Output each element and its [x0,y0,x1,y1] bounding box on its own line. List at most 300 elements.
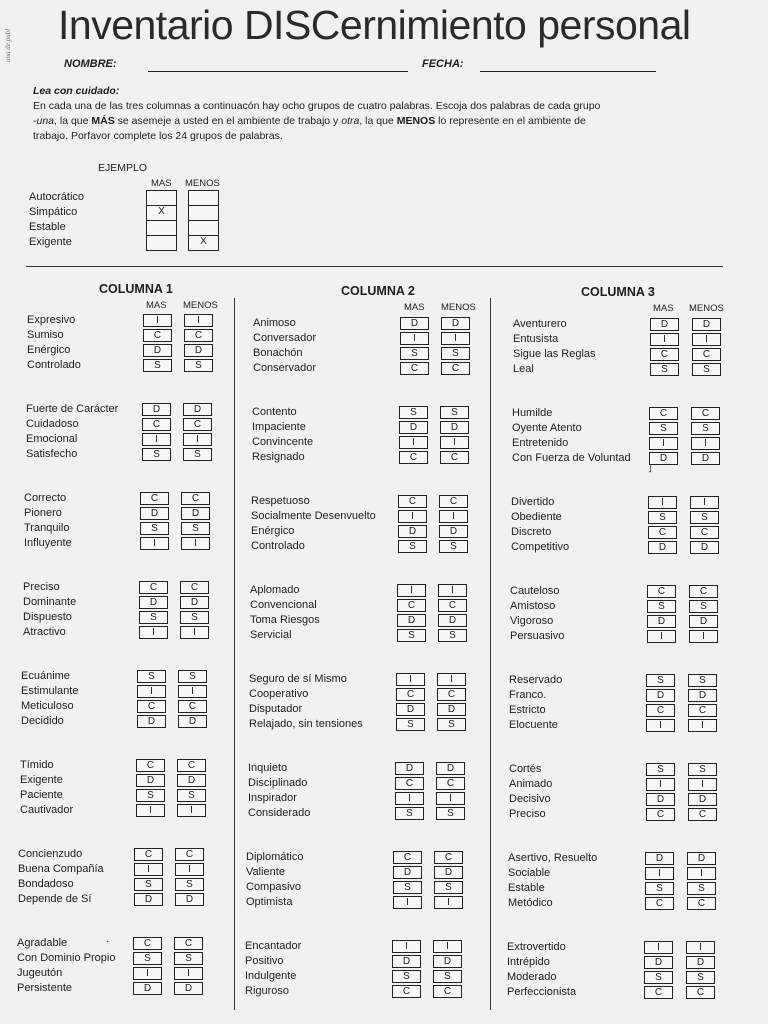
mas-choice-box[interactable]: D [142,403,171,416]
group-word: Cuidadoso [26,418,79,430]
menos-choice-box[interactable]: S [433,970,462,983]
menos-choice-box[interactable]: S [687,882,716,895]
mas-choice-box[interactable]: I [645,867,674,880]
group-word: Seguro de sí Mismo [249,673,347,685]
menos-choice-box[interactable]: I [184,314,213,327]
example-word: Estable [29,221,66,233]
menos-choice-box[interactable]: C [180,581,209,594]
menos-choice-box[interactable]: D [691,452,720,465]
mas-choice-box[interactable]: S [137,670,166,683]
column-title: COLUMNA 3 [581,285,655,299]
group-word: Enérgico [251,525,295,537]
group-word: Amistoso [510,600,556,612]
group-word: Optimista [246,896,293,908]
group-word: Pionero [24,507,62,519]
menos-choice-box[interactable]: D [689,615,718,628]
mas-choice-box[interactable]: C [134,848,163,861]
menos-choice-box[interactable]: S [689,600,718,613]
group-word: Encantador [245,940,302,952]
page-title: Inventario DISCernimiento personal [58,2,691,48]
menos-choice-box[interactable]: D [436,762,465,775]
menos-choice-box[interactable]: C [689,585,718,598]
mas-choice-box[interactable]: D [650,318,679,331]
mas-choice-box[interactable]: I [143,314,172,327]
menos-choice-box[interactable]: D [440,421,469,434]
menos-choice-box[interactable]: S [184,359,213,372]
group-word: Indulgente [245,970,297,982]
mas-choice-box[interactable]: C [649,407,678,420]
menos-choice-box[interactable]: S [439,540,468,553]
group-word: Franco. [509,689,547,701]
mas-choice-box[interactable]: D [140,507,169,520]
group-word: Depende de Sí [18,893,92,905]
menos-choice-box[interactable]: D [434,866,463,879]
menos-choice-box[interactable]: I [178,685,207,698]
group-word: Decidido [21,715,64,727]
mas-choice-box[interactable]: I [646,719,675,732]
column-divider-2 [490,298,491,1010]
menos-choice-box[interactable]: C [438,599,467,612]
mas-header: MAS [404,302,425,313]
mas-choice-box[interactable]: C [644,986,673,999]
menos-choice-box[interactable]: D [692,318,721,331]
menos-choice-box[interactable]: C [433,985,462,998]
group-word: Intrépido [507,956,550,968]
menos-choice-box[interactable]: S [175,878,204,891]
mas-choice-box[interactable]: I [133,967,162,980]
mas-choice-box[interactable]: S [648,511,677,524]
menos-choice-box[interactable]: C [184,329,213,342]
menos-header: MENOS [183,300,218,311]
mas-choice-box[interactable]: S [645,882,674,895]
mas-choice-box[interactable]: D [143,344,172,357]
mas-choice-box[interactable]: C [646,808,675,821]
menos-choice-box[interactable]: C [440,451,469,464]
menos-choice-box[interactable]: D [441,317,470,330]
menos-choice-box[interactable]: I [440,436,469,449]
menos-choice-box[interactable]: D [183,403,212,416]
menos-choice-box[interactable]: C [183,418,212,431]
menos-choice-box[interactable]: I [177,804,206,817]
mas-choice-box[interactable]: I [136,804,165,817]
mas-choice-box[interactable]: I [395,792,424,805]
menos-choice-box[interactable]: I [433,940,462,953]
mas-choice-box[interactable]: D [137,715,166,728]
menos-choice-box[interactable]: I [174,967,203,980]
menos-choice-box[interactable]: I [687,867,716,880]
group-word: Enérgico [27,344,71,356]
menos-choice-box[interactable]: I [688,719,717,732]
group-word: Contento [252,406,297,418]
group-word: Satisfecho [26,448,78,460]
mas-choice-box[interactable]: S [397,629,426,642]
mas-choice-box[interactable]: D [645,852,674,865]
group-word: Diplomático [246,851,304,863]
mas-choice-box[interactable]: I [137,685,166,698]
mas-choice-box[interactable]: C [133,937,162,950]
mas-choice-box[interactable]: S [134,878,163,891]
group-word: Conversador [253,332,316,344]
mas-choice-box[interactable]: S [143,359,172,372]
group-word: Correcto [24,492,67,504]
group-word: Buena Compañía [18,863,104,875]
menos-choice-box[interactable]: S [688,674,717,687]
example-mas-box[interactable] [146,235,177,251]
menos-choice-box[interactable]: S [691,422,720,435]
menos-choice-box[interactable]: D [174,982,203,995]
menos-choice-box[interactable]: D [687,852,716,865]
menos-choice-box[interactable]: S [436,807,465,820]
mas-choice-box[interactable]: S [647,600,676,613]
group-word: Cautivador [20,804,74,816]
group-word: Positivo [245,955,284,967]
group-word: Divertido [511,496,555,508]
mas-choice-box[interactable]: C [648,526,677,539]
group-word: Oyente Atento [512,422,582,434]
menos-choice-box[interactable]: I [686,941,715,954]
example-menos-box[interactable]: X [188,235,219,251]
example-menos-box[interactable] [188,205,219,221]
mas-choice-box[interactable]: D [399,421,428,434]
menos-choice-box[interactable]: S [183,448,212,461]
mas-choice-box[interactable]: S [142,448,171,461]
group-word: Concienzudo [18,848,83,860]
instr-mas: MÁS [91,115,115,127]
group-word: Socialmente Desenvuelto [251,510,376,522]
mas-choice-box[interactable]: S [646,674,675,687]
mas-choice-box[interactable]: C [395,777,424,790]
group-word: Discreto [511,526,552,538]
group-word: Entretenido [512,437,569,449]
group-word: Disciplinado [248,777,308,789]
menos-choice-box[interactable]: C [174,937,203,950]
menos-choice-box[interactable]: D [438,614,467,627]
mas-choice-box[interactable]: I [398,510,427,523]
group-word: Ecuánime [21,670,70,682]
mas-choice-box[interactable]: C [136,759,165,772]
menos-choice-box[interactable]: S [690,511,719,524]
mas-choice-box[interactable]: D [398,525,427,538]
group-word: Compasivo [246,881,302,893]
group-word: Competitivo [511,541,570,553]
mas-choice-box[interactable]: I [400,332,429,345]
menos-choice-box[interactable]: I [441,332,470,345]
menos-choice-box[interactable]: C [441,362,470,375]
menos-choice-box[interactable]: D [175,893,204,906]
mas-choice-box[interactable]: C [392,985,421,998]
instr-otra: otra [341,115,360,127]
side-margin-mark: una de publ [4,28,12,62]
group-word: Sigue las Reglas [513,348,596,360]
instr-frag-4: lo represente en el ambiente de [435,115,586,127]
mas-choice-box[interactable]: S [649,422,678,435]
mas-choice-box[interactable]: D [134,893,163,906]
name-field[interactable] [148,71,408,72]
menos-choice-box[interactable]: I [438,584,467,597]
group-word: Exigente [20,774,63,786]
menos-choice-box[interactable]: D [180,596,209,609]
instructions-line-3: trabajo. Porfavor complete los 24 grupos de palabras. [33,130,283,142]
menos-choice-box[interactable]: S [441,347,470,360]
group-word: Con Fuerza de Voluntad [512,452,631,464]
mas-choice-box[interactable]: D [649,452,678,465]
mas-choice-box[interactable]: I [399,436,428,449]
instructions-text [33,99,673,144]
menos-choice-box[interactable]: S [434,881,463,894]
mas-choice-box[interactable]: S [400,347,429,360]
date-field[interactable] [480,71,656,72]
menos-choice-box[interactable]: C [691,407,720,420]
menos-choice-box[interactable]: I [689,630,718,643]
mas-choice-box[interactable]: S [392,970,421,983]
menos-choice-box[interactable]: C [434,851,463,864]
mas-choice-box[interactable]: I [650,333,679,346]
mas-choice-box[interactable]: I [397,584,426,597]
mas-choice-box[interactable]: S [396,718,425,731]
menos-choice-box[interactable]: C [436,777,465,790]
group-word: Sociable [508,867,551,879]
menos-choice-box[interactable]: S [437,718,466,731]
group-word: Conservador [253,362,316,374]
example-mas-box[interactable]: X [146,205,177,221]
group-word: Persistente [17,982,73,994]
menos-choice-box[interactable]: C [686,986,715,999]
mas-choice-box[interactable]: S [644,971,673,984]
group-word: Convincente [252,436,314,448]
group-word: Respetuoso [251,495,310,507]
mas-choice-box[interactable]: I [392,940,421,953]
group-word: Con Dominio Propio [17,952,116,964]
menos-choice-box[interactable]: D [686,956,715,969]
menos-choice-box[interactable]: S [440,406,469,419]
menos-choice-box[interactable]: D [688,793,717,806]
menos-choice-box[interactable]: D [433,955,462,968]
mas-choice-box[interactable]: I [140,537,169,550]
mas-choice-box[interactable]: S [136,789,165,802]
menos-choice-box[interactable]: I [181,537,210,550]
menos-choice-box[interactable]: S [692,363,721,376]
menos-choice-box[interactable]: S [438,629,467,642]
mas-choice-box[interactable]: D [397,614,426,627]
menos-choice-box[interactable]: I [690,496,719,509]
mas-choice-box[interactable]: C [645,897,674,910]
menos-choice-box[interactable]: C [690,526,719,539]
mas-choice-box[interactable]: C [647,585,676,598]
instr-frag-2: se asemeje a usted en el ambiente de trabajo y [114,115,342,127]
mas-choice-box[interactable]: C [142,418,171,431]
menos-choice-box[interactable]: I [436,792,465,805]
group-word: Preciso [23,581,60,593]
instr-una: una [36,115,55,127]
menos-choice-box[interactable]: I [692,333,721,346]
example-word: Simpático [29,206,78,218]
mas-choice-box[interactable]: S [393,881,422,894]
group-word: Entusista [513,333,559,345]
mas-choice-box[interactable]: D [139,596,168,609]
group-word: Estable [508,882,545,894]
menos-choice-box[interactable]: D [178,715,207,728]
mas-choice-box[interactable]: S [133,952,162,965]
column-title: COLUMNA 2 [341,284,415,298]
mas-choice-box[interactable]: C [393,851,422,864]
example-mas-header: MAS [151,178,172,189]
mas-choice-box[interactable]: D [646,689,675,702]
menos-choice-box[interactable]: I [434,896,463,909]
mas-choice-box[interactable]: C [396,688,425,701]
menos-choice-box[interactable]: S [180,611,209,624]
menos-choice-box[interactable]: S [688,763,717,776]
group-word: Bondadoso [18,878,74,890]
mas-choice-box[interactable]: S [139,611,168,624]
group-word: Considerado [248,807,311,819]
stray-pen-mark: ˩ [648,464,652,475]
menos-choice-box[interactable]: D [688,689,717,702]
group-word: Bonachón [253,347,303,359]
mas-choice-box[interactable]: S [140,522,169,535]
menos-choice-box[interactable]: C [177,759,206,772]
mas-choice-box[interactable]: D [392,955,421,968]
mas-choice-box[interactable]: I [646,778,675,791]
mas-choice-box[interactable]: S [395,807,424,820]
mas-choice-box[interactable]: D [400,317,429,330]
menos-choice-box[interactable]: C [178,700,207,713]
menos-choice-box[interactable]: S [177,789,206,802]
mas-choice-box[interactable]: I [647,630,676,643]
menos-choice-box[interactable]: I [180,626,209,639]
mas-choice-box[interactable]: C [650,348,679,361]
group-word: Aventurero [513,318,567,330]
menos-choice-box[interactable]: D [439,525,468,538]
mas-choice-box[interactable]: C [400,362,429,375]
menos-choice-box[interactable]: C [688,808,717,821]
menos-choice-box[interactable]: C [687,897,716,910]
mas-choice-box[interactable]: I [649,437,678,450]
group-word: Inquieto [248,762,288,774]
menos-choice-box[interactable]: C [692,348,721,361]
mas-choice-box[interactable]: I [134,863,163,876]
group-word: Reservado [509,674,563,686]
mas-choice-box[interactable]: D [647,615,676,628]
menos-choice-box[interactable]: S [686,971,715,984]
menos-header: MENOS [441,302,476,313]
mas-choice-box[interactable]: S [398,540,427,553]
group-word: Riguroso [245,985,290,997]
mas-choice-box[interactable]: I [142,433,171,446]
menos-choice-box[interactable]: I [688,778,717,791]
menos-choice-box[interactable]: C [181,492,210,505]
group-word: Impaciente [252,421,306,433]
group-word: Dominante [23,596,77,608]
menos-choice-box[interactable]: I [437,673,466,686]
instructions-line-2 [33,114,673,129]
mas-header: MAS [146,300,167,311]
menos-choice-box[interactable]: D [184,344,213,357]
group-word: Resignado [252,451,305,463]
group-word: Relajado, sin tensiones [249,718,363,730]
menos-choice-box[interactable]: D [437,703,466,716]
mas-choice-box[interactable]: D [396,703,425,716]
mas-choice-box[interactable]: D [393,866,422,879]
menos-choice-box[interactable]: D [690,541,719,554]
mas-choice-box[interactable]: D [136,774,165,787]
mas-choice-box[interactable]: C [398,495,427,508]
group-word: Influyente [24,537,72,549]
menos-choice-box[interactable]: S [181,522,210,535]
menos-header: MENOS [689,303,724,314]
menos-choice-box[interactable]: I [175,863,204,876]
menos-choice-box[interactable]: I [439,510,468,523]
mas-choice-box[interactable]: S [650,363,679,376]
mas-choice-box[interactable]: D [395,762,424,775]
group-word: Controlado [27,359,81,371]
menos-choice-box[interactable]: D [181,507,210,520]
menos-choice-box[interactable]: I [691,437,720,450]
menos-choice-box[interactable]: S [174,952,203,965]
mas-choice-box[interactable]: D [646,793,675,806]
mas-choice-box[interactable]: D [133,982,162,995]
menos-choice-box[interactable]: C [439,495,468,508]
example-mas-box[interactable] [146,190,177,206]
group-word: Cortés [509,763,542,775]
example-menos-box[interactable] [188,220,219,236]
group-word: Animoso [253,317,296,329]
section-divider [26,266,723,267]
group-word: Sumiso [27,329,64,341]
menos-choice-box[interactable]: C [175,848,204,861]
mas-choice-box[interactable]: C [646,704,675,717]
menos-choice-box[interactable]: I [183,433,212,446]
group-word: Vigoroso [510,615,554,627]
column-title: COLUMNA 1 [99,282,173,296]
group-word: Convencional [250,599,317,611]
menos-choice-box[interactable]: C [437,688,466,701]
group-word: Aplomado [250,584,300,596]
example-menos-box[interactable] [188,190,219,206]
example-mas-box[interactable] [146,220,177,236]
example-menos-header: MENOS [185,178,220,189]
mas-choice-box[interactable]: C [137,700,166,713]
mas-choice-box[interactable]: I [648,496,677,509]
example-word: Autocrático [29,191,85,203]
mas-choice-box[interactable]: S [646,763,675,776]
menos-choice-box[interactable]: S [178,670,207,683]
mas-choice-box[interactable]: C [399,451,428,464]
group-word: Controlado [251,540,305,552]
group-word: Elocuente [509,719,558,731]
menos-choice-box[interactable]: C [688,704,717,717]
mas-choice-box[interactable]: D [648,541,677,554]
group-word: Servicial [250,629,292,641]
group-word: Agradable [17,937,68,949]
mas-choice-box[interactable]: S [399,406,428,419]
mas-choice-box[interactable]: D [644,956,673,969]
mas-choice-box[interactable]: I [139,626,168,639]
mas-choice-box[interactable]: I [396,673,425,686]
name-label: NOMBRE: [64,58,117,70]
mas-choice-box[interactable]: C [397,599,426,612]
mas-choice-box[interactable]: I [644,941,673,954]
menos-choice-box[interactable]: D [177,774,206,787]
group-word: Dispuesto [23,611,72,623]
instr-menos: MENOS [396,115,436,127]
mas-choice-box[interactable]: C [140,492,169,505]
group-word: Inspirador [248,792,297,804]
mas-choice-box[interactable]: C [143,329,172,342]
mas-choice-box[interactable]: I [393,896,422,909]
mas-choice-box[interactable]: C [139,581,168,594]
instr-dash: - [33,115,37,127]
instr-frag-1: , la que [54,115,92,127]
